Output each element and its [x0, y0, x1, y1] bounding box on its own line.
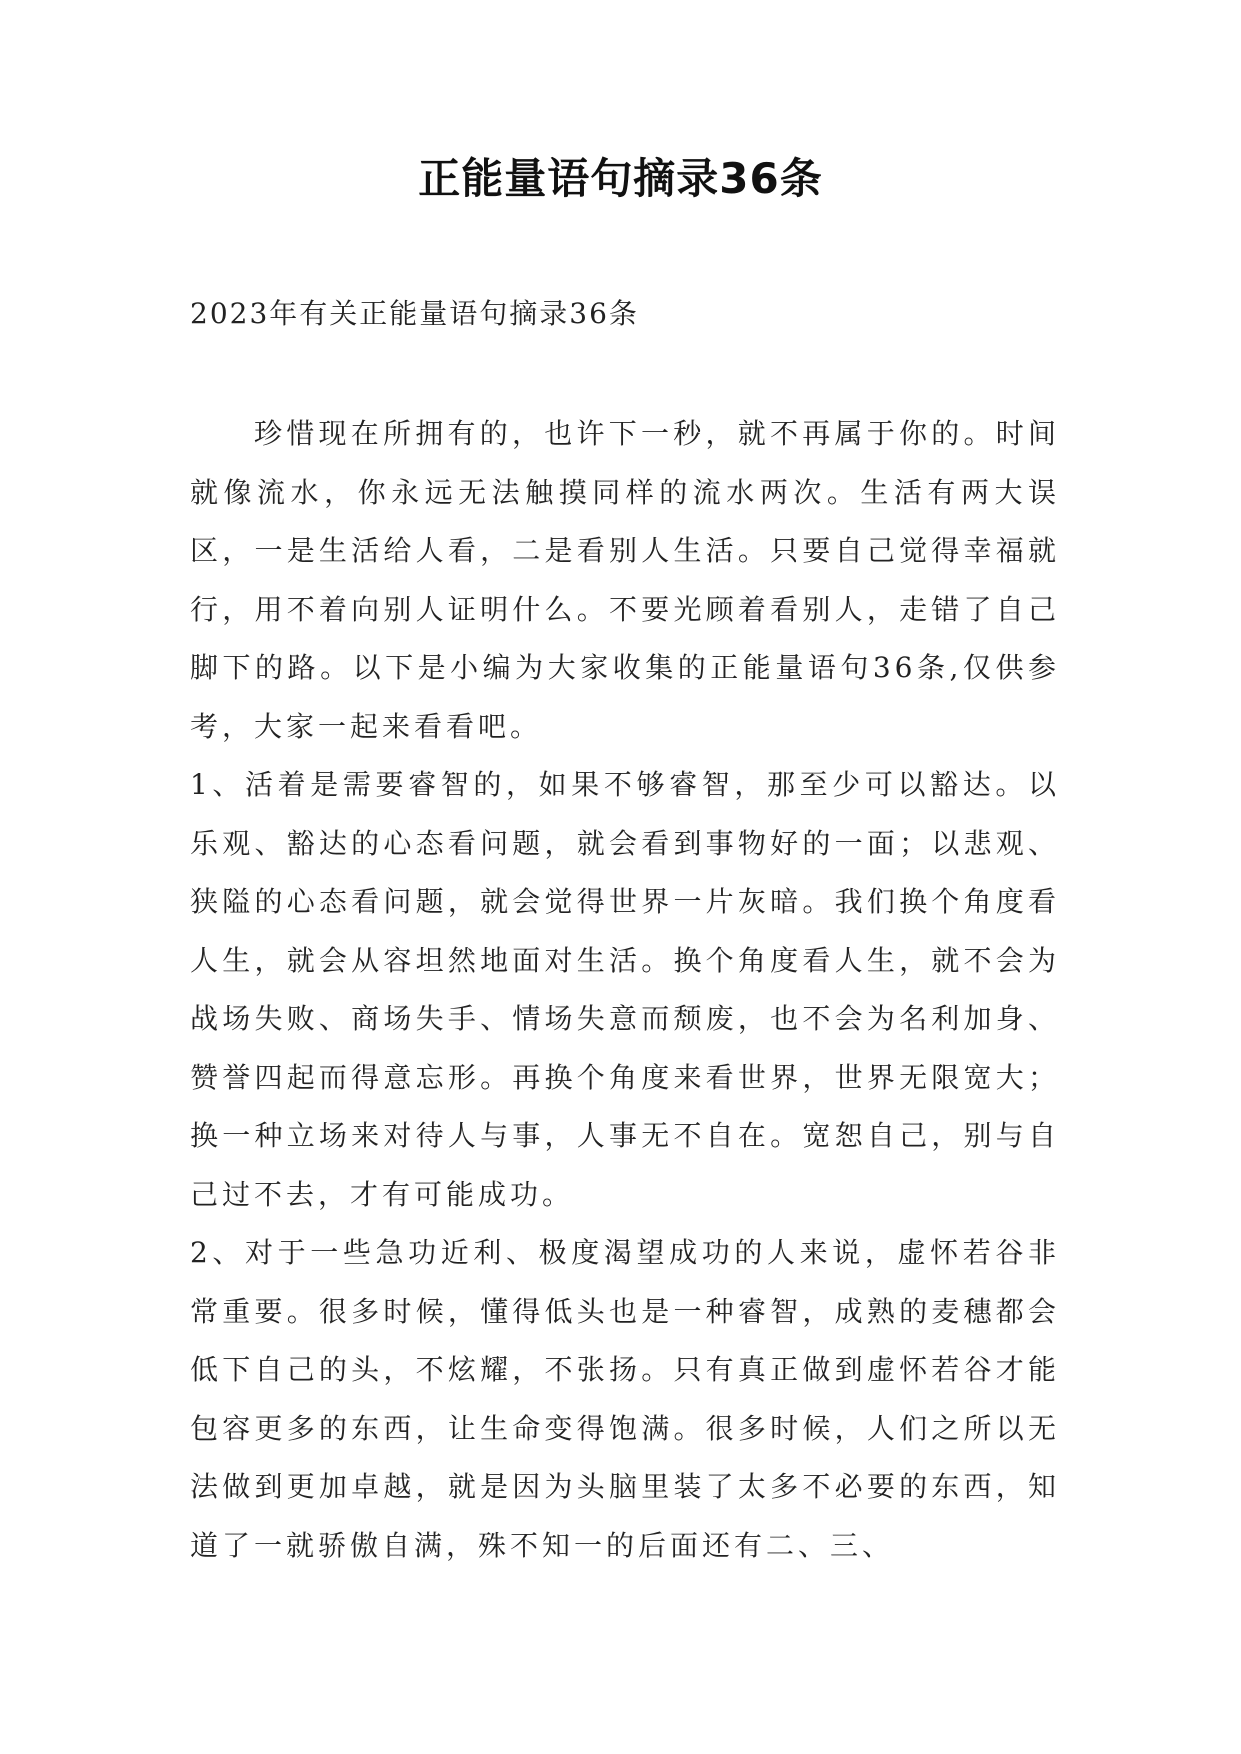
intro-paragraph: 珍惜现在所拥有的，也许下一秒，就不再属于你的。时间就像流水，你永远无法触摸同样的流水两次。生活有两大误区，一是生活给人看，二是看别人生活。只要自己觉得幸福就行，用不着向别人证明什么。不要光顾着看别人，走错了自己脚下的路。以下是小编为大家收集的正能量语句36条,仅供参考，大家一起来看看吧。 — [190, 417, 1060, 743]
document-body — [190, 405, 1060, 1575]
document-title: 正能量语句摘录36条 — [418, 154, 823, 203]
quote-paragraph-1: 1、活着是需要睿智的，如果不够睿智，那至少可以豁达。以乐观、豁达的心态看问题，就会看到事物好的一面；以悲观、狭隘的心态看问题，就会觉得世界一片灰暗。我们换个角度看人生，就会从容坦然地面对生活。换个角度看人生，就不会为战场失败、商场失手、情场失意而颓废，也不会为名利加身、赞誉四起而得意忘形。再换个角度来看世界，世界无限宽大；换一种立场来对待人与事，人事无不自在。宽恕自己，别与自己过不去，才有可能成功。 — [190, 768, 1060, 1211]
document-subtitle: 2023年有关正能量语句摘录36条 — [190, 297, 639, 330]
quote-paragraph-2: 2、对于一些急功近利、极度渴望成功的人来说，虚怀若谷非常重要。很多时候，懂得低头也是一种睿智，成熟的麦穗都会低下自己的头，不炫耀，不张扬。只有真正做到虚怀若谷才能包容更多的东西，让生命变得饱满。很多时候，人们之所以无法做到更加卓越，就是因为头脑里装了太多不必要的东西，知道了一就骄傲自满，殊不知一的后面还有二、三、 — [190, 1236, 1060, 1562]
